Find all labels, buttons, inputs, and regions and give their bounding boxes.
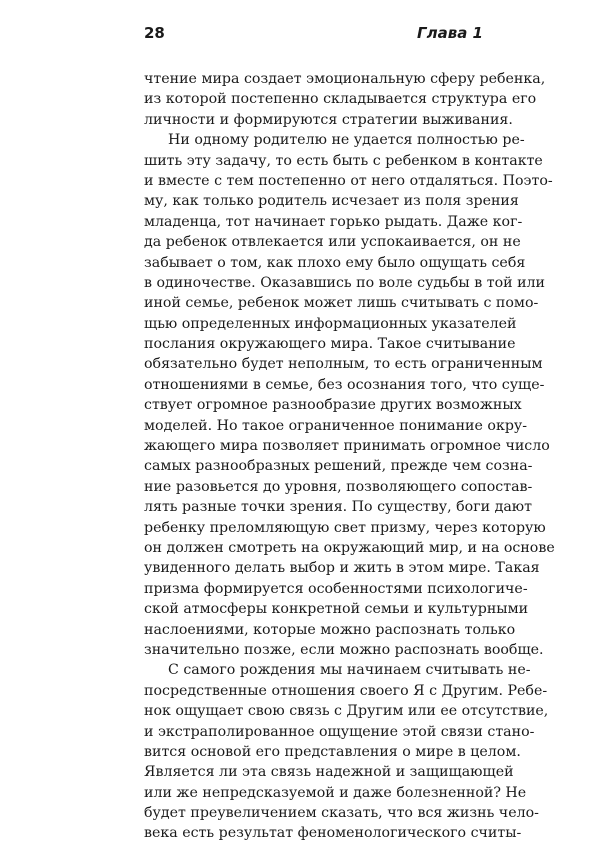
text-line: обязательно будет неполным, то есть ограниченным: [144, 356, 543, 373]
text-line: младенца, тот начинает горько рыдать. Даже ког-: [144, 213, 523, 230]
text-line: самых разнообразных решений, прежде чем созна-: [144, 458, 533, 475]
page-number: 28: [144, 24, 165, 42]
text-line: послания окружающего мира. Такое считывание: [144, 336, 516, 353]
text-line: чтение мира создает эмоциональную сферу ребенка,: [144, 71, 546, 87]
text-line: лять разные точки зрения. По существу, боги дают: [144, 499, 533, 516]
text-line: Является ли эта связь надежной и защищающей: [144, 764, 514, 781]
text-line: нок ощущает свою связь с Другим или ее отсутствие,: [144, 703, 549, 720]
text-line: и вместе с тем постепенно от него отдаляться. Поэто-: [144, 172, 553, 189]
text-line: жающего мира позволяет принимать огромное число: [144, 438, 550, 455]
text-line: ребенку преломляющую свет призму, через которую: [144, 519, 546, 536]
text-line: посредственные отношения своего Я с Другим. Ребе-: [144, 682, 548, 699]
text-line: забывает о том, как плохо ему было ощущать себя: [144, 254, 526, 271]
text-line: личности и формируются стратегии выживания.: [144, 111, 513, 128]
text-line: вится основой его представления о мире в целом.: [144, 743, 521, 760]
text-line: в одиночестве. Оказавшись по воле судьбы в той или: [144, 274, 545, 291]
text-line: ской атмосферы конкретной семьи и культурными: [144, 601, 529, 618]
text-line: моделей. Но такое ограниченное понимание окру-: [144, 417, 528, 434]
text-line: Ни одному родителю не удается полностью ре-: [168, 132, 525, 149]
text-line: шить эту задачу, то есть быть с ребенком в контакте: [144, 152, 543, 169]
text-line: наслоениями, которые можно распознать только: [144, 621, 516, 638]
text-line: му, как только родитель исчезает из поля зрения: [144, 193, 519, 210]
text-line: С самого рождения мы начинаем считывать не-: [168, 662, 531, 679]
text-line: призма формируется особенностями психологиче-: [144, 580, 528, 597]
text-line: он должен смотреть на окружающий мир, и на основе: [144, 539, 555, 556]
text-line: значительно позже, если можно распознать вообще.: [144, 641, 544, 658]
text-line: или же непредсказуемой и даже болезненной? Не: [144, 784, 527, 801]
text-line: иной семье, ребенок может лишь считывать с помо-: [144, 295, 539, 312]
text-line: из которой постепенно складывается структура его: [144, 91, 537, 108]
body-text: [144, 69, 555, 844]
text-line: ствует огромное разнообразие других возможных: [144, 397, 522, 414]
text-line: ние разовьется до уровня, позволяющего сопостав-: [144, 478, 533, 495]
text-line: щью определенных информационных указателей: [144, 315, 517, 332]
text-line: будет преувеличением сказать, что вся жизнь чело-: [144, 805, 539, 822]
text-line: века есть результат феноменологического считы-: [144, 825, 522, 842]
text-line: увиденного делать выбор и жить в этом мире. Такая: [144, 560, 540, 577]
text-line: и экстраполированное ощущение этой связи стано-: [144, 723, 535, 740]
text-line: отношениями в семье, без осознания того, что суще-: [144, 376, 545, 393]
text-line: да ребенок отвлекается или успокаивается, он не: [144, 234, 521, 251]
chapter-title: Глава 1: [417, 24, 483, 42]
